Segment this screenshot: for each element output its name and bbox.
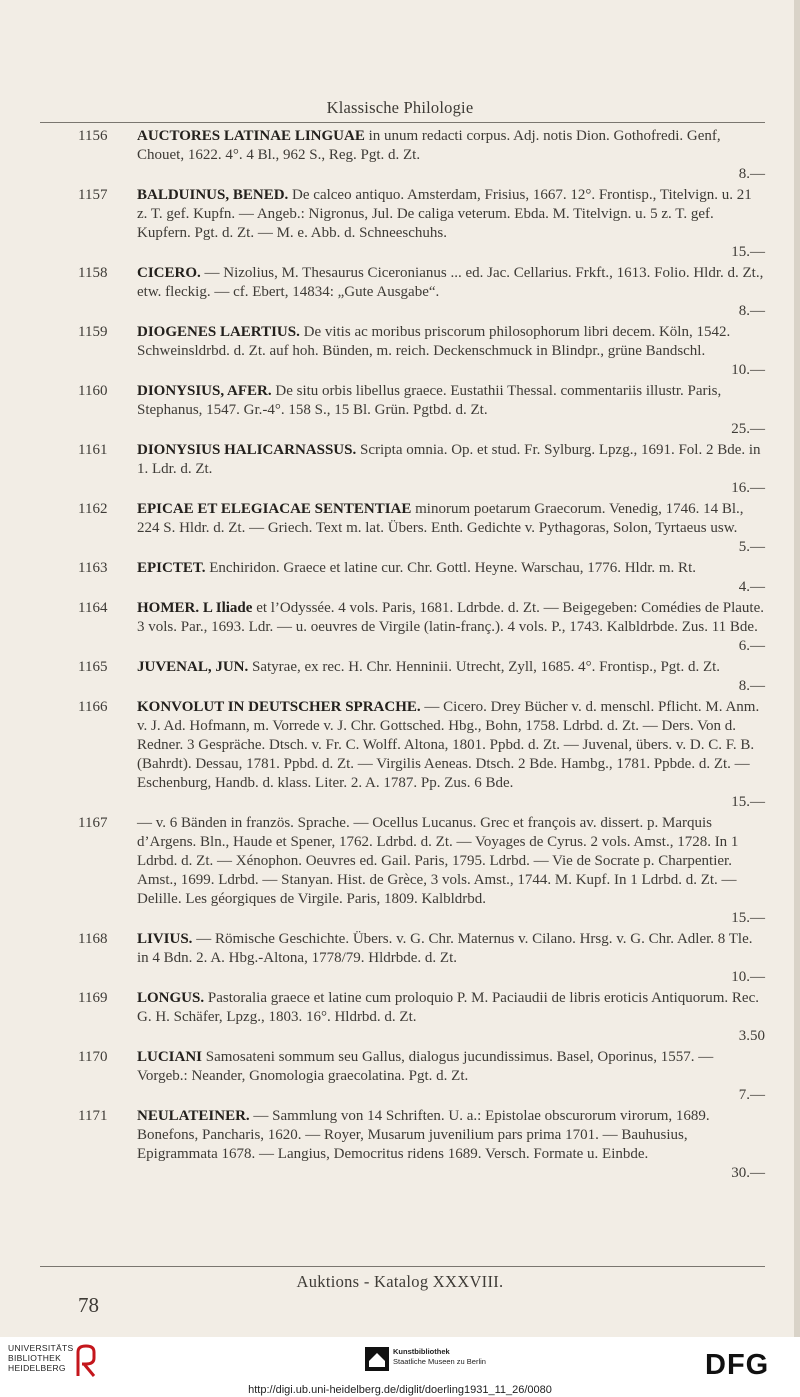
entry-details: De vitis ac moribus priscorum philosophorum libri decem. Köln, 1542. Schweinsldrbd. d. Zt. auf hoh. Bünden, m. reich. Deckenschmuck in Blindpr., grüne Bandschl. [137,324,731,359]
kunstbibliothek-logo[interactable] [393,1347,486,1367]
entry-price: 7.— [738,1087,765,1103]
catalog-entry [0,658,800,696]
entry-description [137,658,765,696]
entry-price: 3.50 [738,1028,765,1044]
entry-description [137,698,765,812]
entry-price: 8.— [738,303,765,319]
entry-number: 1161 [78,442,108,458]
entry-details: De situ orbis libellus graece. Eustathii Thessal. commentariis illustr. Paris, Stephanus, 1547. Gr.-4°. 158 S., 15 Bl. Grün. Pgtbd. d. Zt. [137,383,722,418]
catalog-entry [0,127,800,184]
entry-details: — v. 6 Bänden in französ. Sprache. — Ocellus Lucanus. Grec et françois av. dissert. p. Marquis d’Argens. Bln., Haude et Spener, 1762. Ldrbd. d. Zt. — Voyages de Cyrus. 2 vols. Amst., 1728. In 1 Ldrbd. d. Zt. — Xénophon. Oeuvres ed. Gail. Paris, 1795. Ldrbd. — Vie de Socrate p. Charpentier. Amst., 1699. Ldrbd. — Stanyan. Hist. de Grèce, 3 vols. Amst., 1744. M. Kupf. In 1 Ldrbd. d. Zt. — Delille. Les géorgiques de Virgile. Paris, 1809. Kalbldrbd. [137,815,739,907]
kunstbibliothek-icon [365,1347,389,1371]
entry-number: 1163 [78,560,108,576]
page-header: Klassische Philologie [326,98,474,117]
catalog-entries [0,127,800,1185]
entry-author: BALDUINUS, BENED. [137,187,289,203]
entry-description [137,441,765,498]
entry-number: 1157 [78,187,108,203]
entry-author: LIVIUS. [137,931,193,947]
entry-details: — Römische Geschichte. Übers. v. G. Chr. Maternus v. Cilano. Hrsg. v. G. Chr. Adler. 8 Tle. in 4 Bdn. 2. A. Hbg.-Altona, 1778/79. Hldrbde. d. Zt. [137,931,753,966]
entry-description [137,930,765,987]
entry-number: 1160 [78,383,108,399]
header-rule [40,122,765,123]
entry-number: 1165 [78,659,108,675]
entry-number: 1168 [78,931,108,947]
catalog-entry [0,1048,800,1105]
entry-author: DIONYSIUS, AFER. [137,383,272,399]
entry-author: LUCIANI [137,1049,203,1065]
entry-description [137,382,765,439]
entry-author: KONVOLUT IN DEUTSCHER SPRACHE. [137,699,421,715]
catalog-entry [0,930,800,987]
entry-price: 16.— [731,480,765,496]
entry-price: 10.— [731,362,765,378]
kb-line2: Staatliche Museen zu Berlin [393,1357,486,1366]
entry-author: DIOGENES LAERTIUS. [137,324,300,340]
entry-details: et l’Odyssée. 4 vols. Paris, 1681. Ldrbde. d. Zt. — Beigegeben: Comédies de Plaute. 3 vols. Par., 1693. Ldr. — u. oeuvres de Virgile (latin-franç.). 4 vols. P., 1743. Kalbldrbde. Zus. 11 Bde. [137,600,765,635]
uni-logo-line1: UNIVERSITÄTS [8,1343,74,1353]
entry-details: — Cicero. Drey Bücher v. d. menschl. Pflicht. M. Anm. v. J. Ad. Hofmann, m. Vorrede v. J. Chr. Gottsched. Hbg., Bohn, 1758. Ldrbd. d. Zt. — Ders. Von d. Redner. 3 Gespräche. Dtsch. v. Fr. C. Wolff. Altona, 1801. Ppbd. d. Zt. — Juvenal, übers. v. D. C. F. B. (Bahrdt). Dessau, 1781. Ppbd. d. Zt. — Virgilis Aeneas. Dtsch. 2 Bde. Hambg., 1781. Ppbde. d. Zt. — Eschenburg, Handb. d. klass. Liter. 2. A. 1787. Pp. Zus. 6 Bde. [137,699,760,791]
entry-details: Enchiridon. Graece et latine cur. Chr. Gottl. Heyne. Warschau, 1776. Hldr. m. Rt. [205,560,696,576]
catalog-footer: Auktions - Katalog XXXVIII. [296,1272,504,1291]
catalog-entry [0,559,800,597]
entry-price: 8.— [738,678,765,694]
catalog-entry [0,698,800,812]
entry-price: 4.— [738,579,765,595]
entry-author: JUVENAL, JUN. [137,659,249,675]
footer-rule [40,1266,765,1267]
entry-number: 1159 [78,324,108,340]
entry-price: 15.— [731,244,765,260]
entry-price: 5.— [738,539,765,555]
catalog-entry [0,186,800,262]
catalog-entry [0,814,800,928]
entry-description [137,186,765,262]
entry-details: — Nizolius, M. Thesaurus Ciceronianus ... ed. Jac. Cellarius. Frkft., 1613. Folio. Hldr. d. Zt., etw. fleckig. — cf. Ebert, 14834: „Gute Ausgabe“. [137,265,764,300]
entry-description [137,500,765,557]
entry-description [137,989,765,1046]
entry-description [137,1048,765,1105]
entry-description [137,599,765,656]
entry-author: LONGUS. [137,990,205,1006]
catalog-entry [0,599,800,656]
heidelberg-library-logo[interactable] [8,1343,73,1373]
entry-description [137,814,765,928]
catalog-entry [0,264,800,321]
entry-price: 30.— [731,1165,765,1181]
entry-description [137,1107,765,1183]
page-url[interactable]: http://digi.ub.uni-heidelberg.de/diglit/doerling1931_11_26/0080 [248,1384,552,1396]
entry-author: HOMER. L Iliade [137,600,253,616]
entry-number: 1167 [78,815,108,831]
entry-number: 1164 [78,600,108,616]
entry-description [137,559,765,597]
entry-price: 6.— [738,638,765,654]
entry-number: 1171 [78,1108,108,1124]
entry-number: 1170 [78,1049,108,1065]
entry-author: EPICAE ET ELEGIACAE SENTENTIAE [137,501,412,517]
catalog-entry [0,1107,800,1183]
entry-details: Samosateni sommum seu Gallus, dialogus jucundissimus. Basel, Oporinus, 1557. — Vorgeb.: Neander, Gnomologia graecolatina. Pgt. d. Zt. [137,1049,714,1084]
entry-number: 1158 [78,265,108,281]
entry-details: Scripta omnia. Op. et stud. Fr. Sylburg. Lpzg., 1691. Fol. 2 Bde. in 1. Ldr. d. Zt. [137,442,761,477]
entry-details: minorum poetarum Graecorum. Venedig, 1746. 14 Bl., 224 S. Hldr. d. Zt. — Griech. Text m. lat. Übers. Enth. Gedichte v. Pythagoras, Solon, Tyrtaeus usw. [137,501,744,536]
entry-price: 25.— [731,421,765,437]
entry-price: 10.— [731,969,765,985]
page-number: 78 [78,1293,99,1317]
entry-number: 1156 [78,128,108,144]
entry-details: De calceo antiquo. Amsterdam, Frisius, 1667. 12°. Frontisp., Titelvign. u. 21 z. T. gef. Kupfn. — Angeb.: Nigronus, Jul. De caliga veterum. Ebda. M. Titelvign. u. 5 z. T. gef. Kupfern. Pgt. d. Zt. — M. e. Abb. d. Schneeschuhs. [137,187,752,241]
entry-description [137,264,765,321]
entry-details: Satyrae, ex rec. H. Chr. Henninii. Utrecht, Zyll, 1685. 4°. Frontisp., Pgt. d. Zt. [248,659,721,675]
entry-description [137,323,765,380]
entry-author: CICERO. [137,265,201,281]
entry-number: 1166 [78,699,108,715]
uni-logo-line2: BIBLIOTHEK [8,1353,62,1363]
entry-price: 15.— [731,910,765,926]
entry-author: DIONYSIUS HALICARNASSUS. [137,442,357,458]
entry-details: — Sammlung von 14 Schriften. U. a.: Epistolae obscurorum virorum, 1689. Bonefons, Pancharis, 1620. — Royer, Musarum juvenilium pars prima 1701. — Bauhusius, Epigrammata 1678. — Langius, Democritus ridens 1689. Versch. Formate u. Einbde. [137,1108,710,1162]
uni-logo-line3: HEIDELBERG [8,1363,66,1373]
entry-price: 15.— [731,794,765,810]
entry-price: 8.— [738,166,765,182]
dfg-logo[interactable]: DFG [705,1349,770,1381]
kb-line1: Kunstbibliothek [393,1347,450,1356]
entry-author: EPICTET. [137,560,206,576]
entry-number: 1169 [78,990,108,1006]
entry-author: AUCTORES LATINAE LINGUAE [137,128,365,144]
catalog-entry [0,500,800,557]
entry-details: Pastoralia graece et latine cum proloquio P. M. Paciaudii de libris eroticis Antiquorum. Rec. G. H. Schäfer, Lpzg., 1803. 16°. Hldrbd. d. Zt. [137,990,759,1025]
catalog-entry [0,323,800,380]
entry-author: NEULATEINER. [137,1108,250,1124]
heidelberg-emblem-icon [74,1344,98,1378]
catalog-entry [0,382,800,439]
entry-number: 1162 [78,501,108,517]
entry-details: in unum redacti corpus. Adj. notis Dion. Gothofredi. Genf, Chouet, 1622. 4°. 4 Bl., 962 S., Reg. Pgt. d. Zt. [137,128,721,163]
catalog-entry [0,989,800,1046]
catalog-entry [0,441,800,498]
entry-description [137,127,765,184]
